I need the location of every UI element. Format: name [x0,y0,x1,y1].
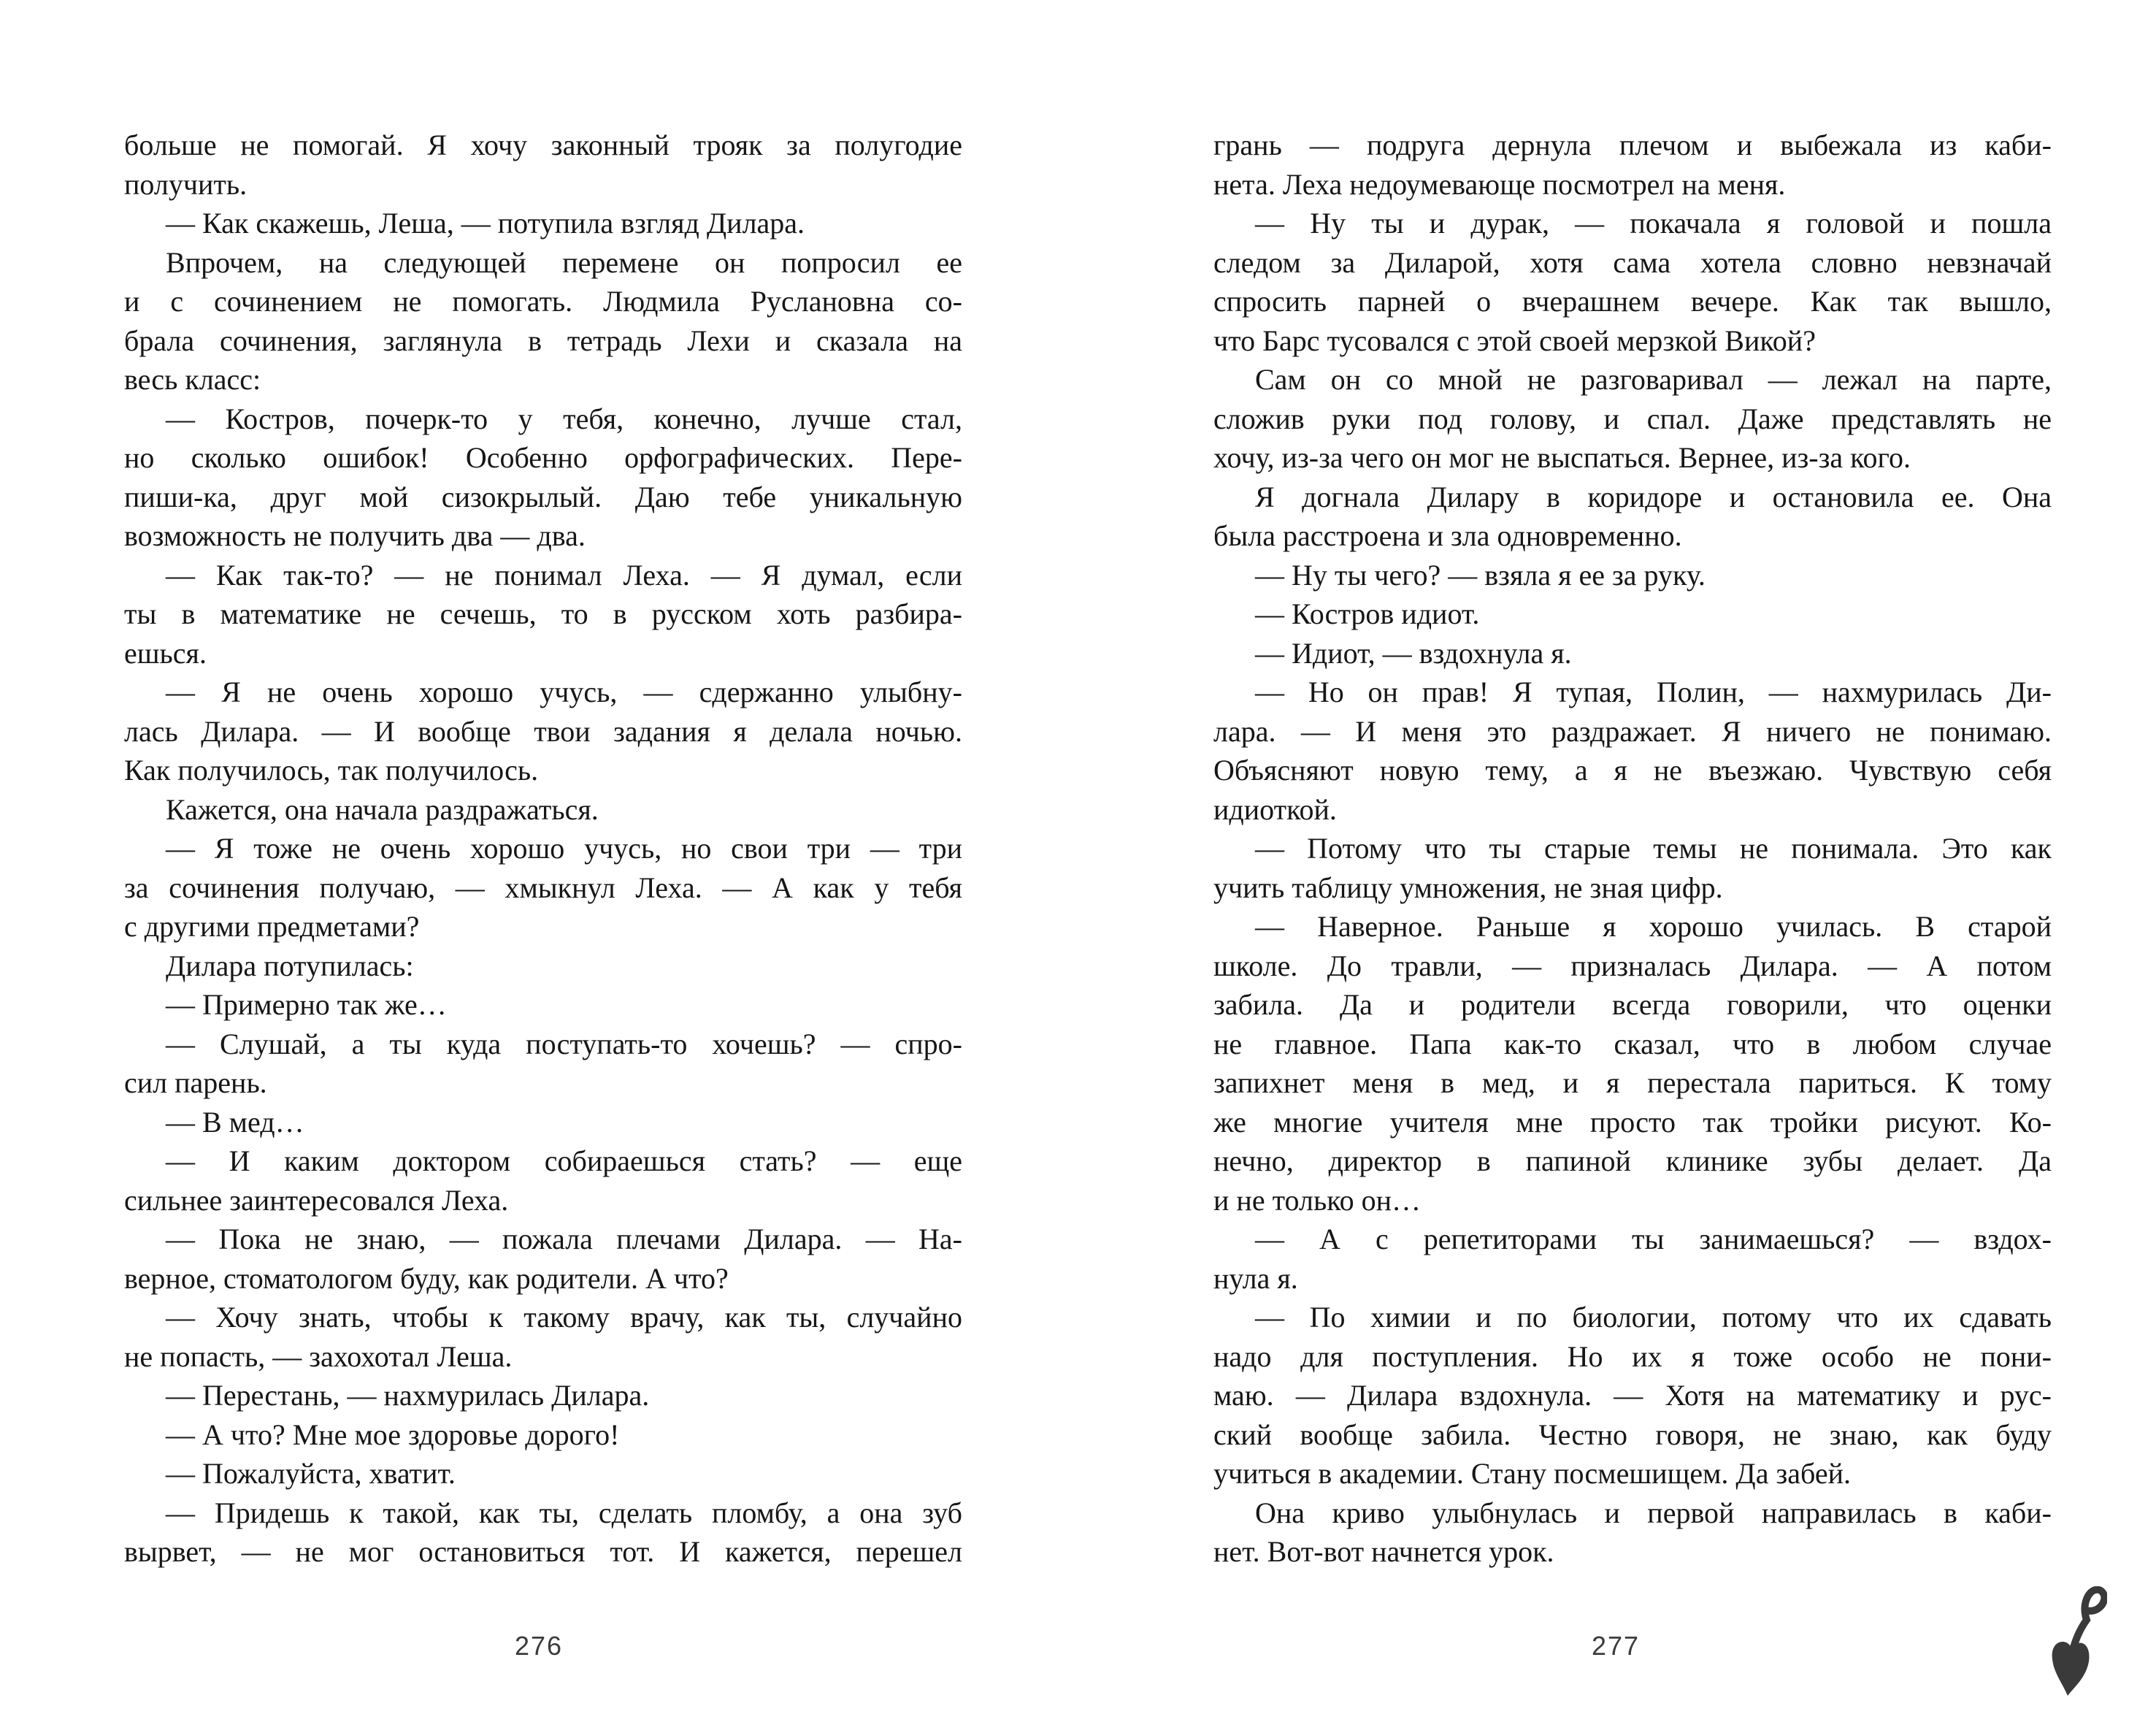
text-line: получить. [124,167,248,201]
page-right-text-column [1213,126,2052,1572]
text-line: что Барс тусовался с этой своей мерзкой Викой? [1213,324,1816,357]
text-line: грань — подруга дернула плечом и выбежала из каби- [1213,129,2052,161]
text-line: — Примерно так же… [166,988,447,1021]
text-line: Дилара потупилась: [166,949,414,982]
text-line: — И каким доктором собираешься стать? — еще [166,1144,962,1177]
text-line: сил парень. [124,1066,267,1099]
text-line: учить таблицу умножения, не зная цифр. [1213,871,1723,904]
text-line: — Как скажешь, Леша, — потупила взгляд Дилара. [166,207,805,240]
text-line: же многие учителя мне просто так тройки рисуют. Ко- [1213,1105,2052,1139]
text-line: нечно, директор в папиной клинике зубы делает. Да [1213,1144,2052,1177]
text-line: ешься. [124,636,207,670]
text-line: школе. До травли, — призналась Дилара. — А потом [1213,949,2052,982]
text-line: с другими предметами? [124,910,420,943]
text-line: — Перестань, — нахмурилась Дилара. [166,1379,650,1412]
text-line: больше не помогай. Я хочу законный трояк за полугодие [124,129,962,161]
text-line: за сочинения получаю, — хмыкнул Леха. — А как у тебя [124,871,962,904]
text-line: спросить парней о вчерашнем вечере. Как так вышло, [1213,285,2052,318]
text-line: лара. — И меня это раздражает. Я ничего не понимаю. [1213,714,2052,748]
text-line: — Но он прав! Я тупая, Полин, — нахмурилась Ди- [1255,676,2052,708]
text-line: вырвет, — не мог остановиться тот. И кажется, перешел [124,1535,962,1568]
text-line: идиоткой. [1213,792,1337,826]
text-line: Она криво улыбнулась и первой направилась в каби- [1255,1496,2052,1529]
text-line: учиться в академии. Стану посмешищем. Да забей. [1213,1457,1852,1490]
text-line: Сам он со мной не разговаривал — лежал на парте, [1255,363,2052,396]
heart-with-curl-ornament-icon [2050,1586,2107,1697]
text-line: — Хочу знать, чтобы к такому врачу, как ты, случайно [166,1301,962,1334]
text-line: Впрочем, на следующей перемене он попросил ее [166,245,962,279]
text-line: ты в математике не сечешь, то в русском хоть разбира- [124,597,962,630]
text-line: не попасть, — захохотал Леша. [124,1339,513,1373]
text-line: — Потому что ты старые темы не понимала. Это как [1255,832,2052,865]
text-line: возможность не получить два — два. [124,519,586,552]
text-line: и с сочинением не помогать. Людмила Руслановна со- [124,285,962,318]
text-line: — Костров, почерк-то у тебя, конечно, лучше стал, [166,402,962,435]
text-line: — Наверное. Раньше я хорошо училась. В старой [1255,910,2052,943]
text-line: не главное. Папа как-то сказал, что в любом случае [1213,1027,2052,1060]
page-left-text-column [124,126,962,1572]
text-line: Я догнала Дилару в коридоре и остановила ее. Она [1255,480,2052,513]
text-line: — Ну ты чего? — взяла я ее за руку. [1255,558,1706,592]
text-line: но сколько ошибок! Особенно орфографических. Пере- [124,441,962,474]
text-line: — А с репетиторами ты занимаешься? — вздох- [1255,1223,2052,1255]
text-line: маю. — Дилара вздохнула. — Хотя на математику и рус- [1213,1379,2052,1412]
page-number-right: 277 [1591,1631,1641,1661]
text-line: нет. Вот-вот начнется урок. [1213,1535,1554,1568]
text-line: — Как так-то? — не понимал Леха. — Я думал, если [166,558,962,592]
text-line: пиши-ка, друг мой сизокрылый. Даю тебе уникальную [124,480,962,513]
text-line: брала сочинения, заглянула в тетрадь Лехи и сказала на [124,324,962,357]
text-line: сложив руки под голову, и спал. Даже представлять не [1213,402,2052,435]
text-line: надо для поступления. Но их я тоже особо не пони- [1213,1339,2052,1373]
text-line: лась Дилара. — И вообще твои задания я делала ночью. [124,714,962,748]
text-line: верное, стоматологом буду, как родители. А что? [124,1261,729,1295]
text-line: хочу, из-за чего он мог не выспаться. Вернее, из-за кого. [1213,441,1911,474]
text-line: — Слушай, а ты куда поступать-то хочешь? — спро- [166,1027,962,1060]
text-line: весь класс: [124,363,261,396]
text-line: Объясняют новую тему, а я не въезжаю. Чувствую себя [1213,754,2052,787]
text-line: и не только он… [1213,1183,1422,1217]
text-line: — В мед… [166,1105,304,1139]
text-line: забила. Да и родители всегда говорили, что оценки [1213,988,2052,1021]
text-line: — Пока не знаю, — пожала плечами Дилара. — На- [166,1223,962,1255]
text-line: Кажется, она начала раздражаться. [166,792,599,826]
text-line: — Костров идиот. [1255,597,1480,630]
text-line: была расстроена и зла одновременно. [1213,519,1682,552]
text-line: — Придешь к такой, как ты, сделать пломбу, а она зуб [166,1496,962,1529]
text-line: — Идиот, — вздохнула я. [1255,636,1572,670]
text-line: — Ну ты и дурак, — покачала я головой и пошла [1255,207,2052,240]
text-line: сильнее заинтересовался Леха. [124,1183,509,1217]
text-line: нета. Леха недоумевающе посмотрел на меня. [1213,167,1786,201]
text-line: — Я не очень хорошо учусь, — сдержанно улыбну- [166,676,962,708]
text-line: ский вообще забила. Честно говоря, не знаю, как буду [1213,1418,2052,1451]
text-line: следом за Диларой, хотя сама хотела словно невзначай [1213,245,2052,279]
text-line: нула я. [1213,1261,1298,1295]
text-line: — Я тоже не очень хорошо учусь, но свои три — три [166,832,962,865]
text-line: запихнет меня в мед, и я перестала париться. К тому [1213,1066,2052,1099]
text-line: — По химии и по биологии, потому что их сдавать [1255,1301,2052,1334]
page-number-left: 276 [514,1631,564,1661]
text-line: — А что? Мне мое здоровье дорого! [166,1418,620,1451]
text-line: Как получилось, так получилось. [124,754,539,787]
text-line: — Пожалуйста, хватит. [166,1457,456,1490]
